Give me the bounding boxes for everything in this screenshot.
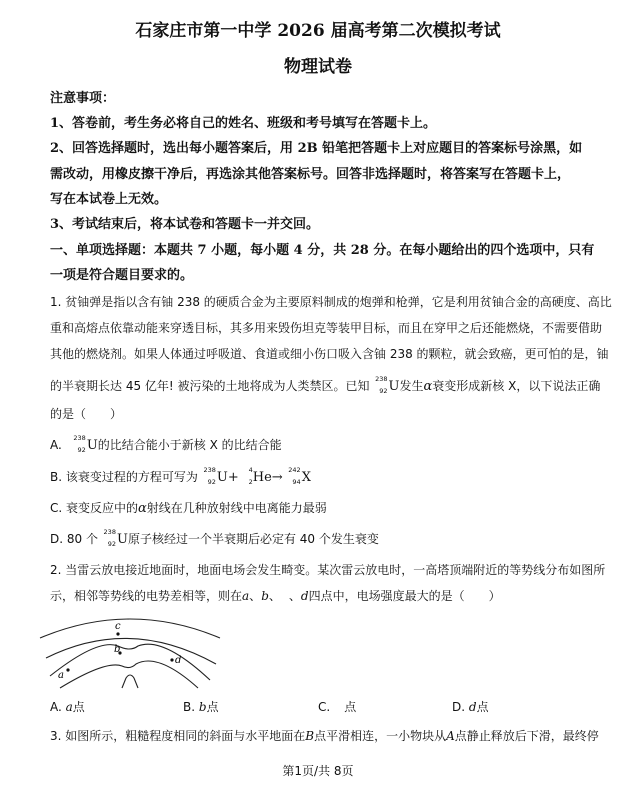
q1-option-d: D. 80 个 238 92 U原子核经过一个半衰期后必定有 40 个发生衰变: [50, 528, 379, 548]
q2-option-b: B. b点: [183, 700, 219, 714]
equipotential-figure: [38, 608, 223, 690]
tower-outline: [122, 675, 138, 688]
notice-item-2-line1: 2、回答选择题时，选出每小题答案后，用 2B 铅笔把答题卡上对应题目的答案标号涂黑，如: [50, 141, 583, 156]
equipotential-line-1: [40, 619, 220, 638]
q1-line5: 的是（ ）: [50, 407, 123, 421]
label-d: d: [175, 655, 182, 666]
q3-line1: 3. 如图所示，粗糙程度相同的斜面与水平地面在B点平滑相连，一小物块从A点静止释放后下滑，最终停: [50, 729, 599, 743]
q1-line1: 1. 贫铀弹是指以含有铀 238 的硬质合金为主要原料制成的炮弹和枪弹，它是利用贫铀合金的高硬度、高比: [50, 295, 612, 309]
label-c: c: [115, 621, 121, 632]
section-heading-line1: 一、单项选择题：本题共 7 小题，每小题 4 分，共 28 分。在每小题给出的四个选项中，只有: [50, 243, 595, 258]
section-heading-line2: 一项是符合题目要求的。: [50, 268, 194, 283]
exam-subtitle: 物理试卷: [284, 57, 352, 77]
q2-line2: 示，相邻等势线的电势差相等，则在a、b、 、d四点中，电场强度最大的是（ ）: [50, 589, 501, 603]
q1-line2: 重和高熔点依靠动能来穿透目标，其多用来毁伤坦克等装甲目标，而且在穿甲之后还能燃烧，不需要借助: [50, 321, 603, 335]
notice-item-2-line2: 需改动，用橡皮擦干净后，再选涂其他答案标号。回答非选择题时，将答案写在答题卡上，: [50, 167, 571, 182]
q1-option-b: B. 该衰变过程的方程可写为 238 92 U+ 4 2 He→ 242 94 X: [50, 466, 311, 486]
label-b: b: [114, 644, 121, 655]
page-number: 第1页/共 8页: [282, 764, 354, 778]
exam-title: 石家庄市第一中学 2026 届高考第二次模拟考试: [135, 21, 501, 41]
q1-line3: 其他的燃烧剂。如果人体通过呼吸道、食道或细小伤口吸入含铀 238 的颗粒，就会致癌，更可怕的是，铀: [50, 347, 609, 361]
notice-heading: 注意事项：: [50, 91, 116, 106]
notice-item-1: 1、答卷前，考生务必将自己的姓名、班级和考号填写在答题卡上。: [50, 116, 437, 131]
uranium-238-symbol: 238 92: [375, 375, 388, 395]
q1-option-a: A. 238 92 U的比结合能小于新核 X 的比结合能: [50, 434, 282, 454]
point-d-dot: [170, 658, 173, 661]
q2-option-c: C. 点: [318, 700, 357, 714]
q2-option-a: A. a点: [50, 700, 85, 714]
q1-option-c: C. 衰变反应中的α射线在几种放射线中电离能力最弱: [50, 501, 327, 516]
notice-item-3: 3、考试结束后，将本试卷和答题卡一并交回。: [50, 217, 320, 232]
q2-line1: 2. 当雷云放电接近地面时，地面电场会发生畸变。某次雷云放电时，一高塔顶端附近的等势线分布如图所: [50, 563, 606, 577]
point-a-dot: [66, 668, 69, 671]
label-a: a: [58, 670, 64, 681]
notice-item-2-line3: 写在本试卷上无效。: [50, 192, 168, 207]
q1-line4: 的半衰期长达 45 亿年! 被污染的土地将成为人类禁区。已知 238 92 U发生α衰变形成新核 X，以下说法正确: [50, 375, 601, 395]
point-c-dot: [116, 632, 119, 635]
q2-option-d: D. d点: [452, 700, 489, 714]
